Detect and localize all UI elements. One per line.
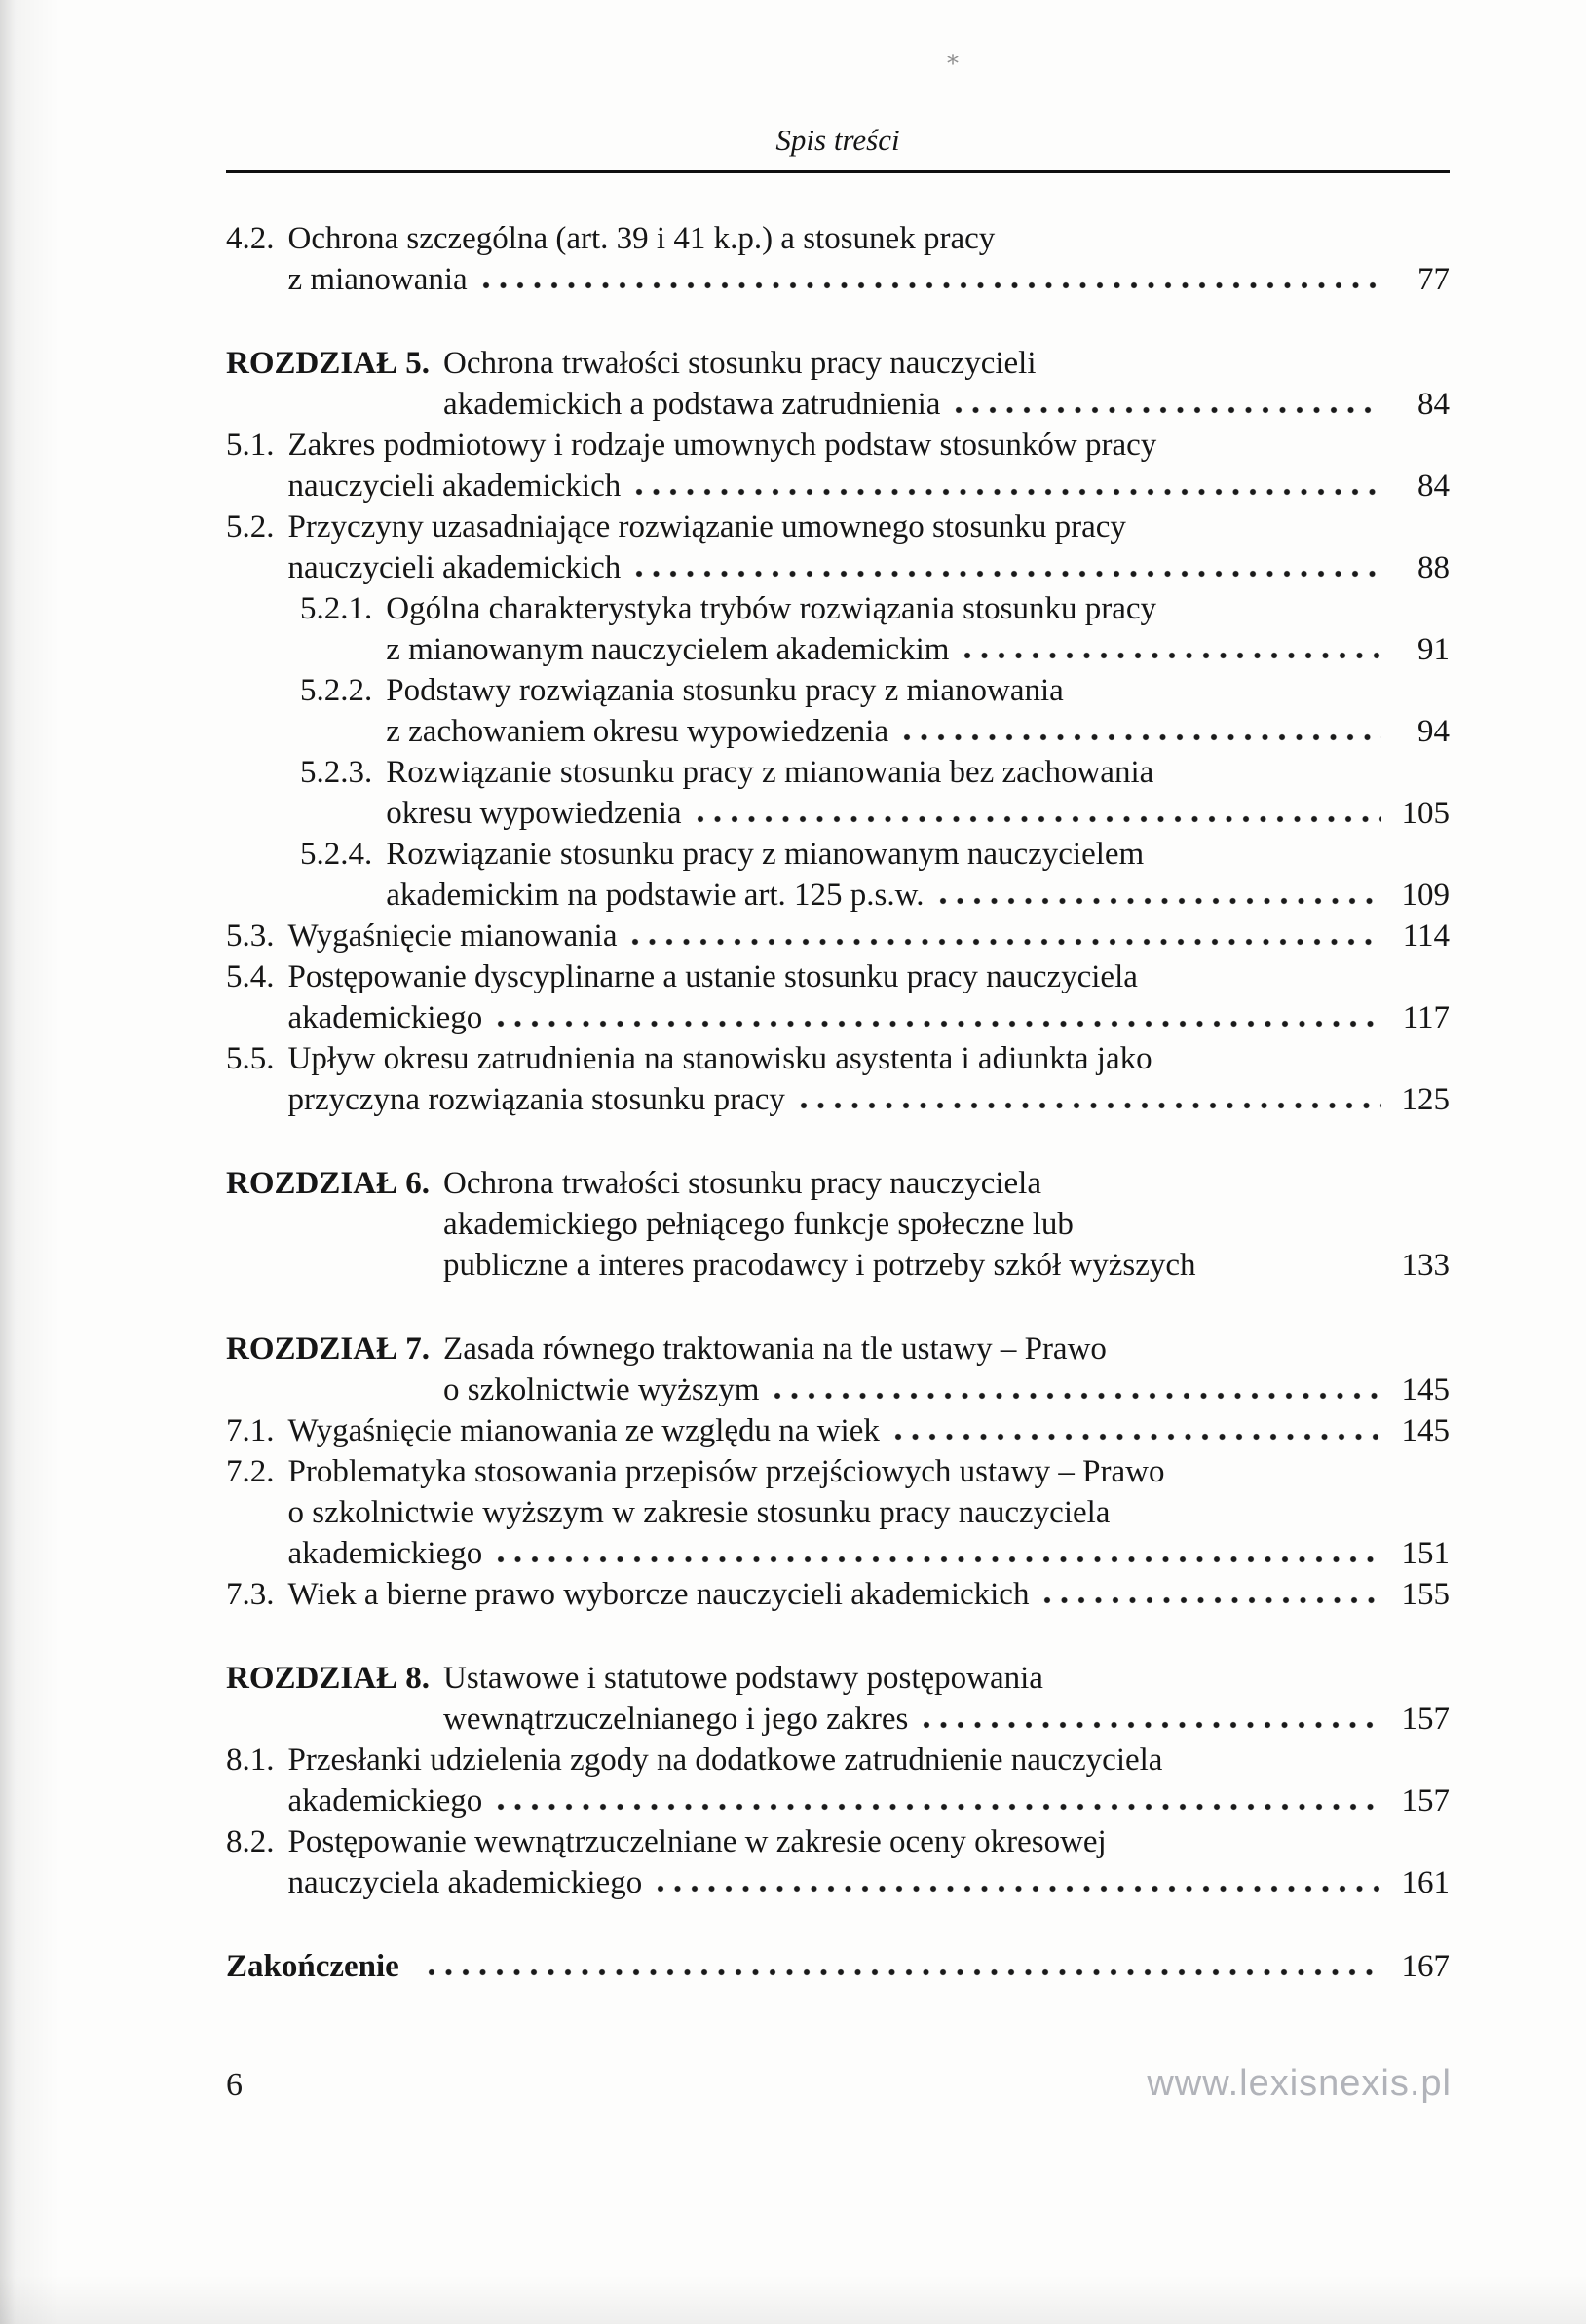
dotted-leader <box>497 1556 1381 1563</box>
toc-entry-line <box>226 1329 1450 1369</box>
toc-entry-line <box>386 793 1450 834</box>
toc-entry-number: 5.2. <box>226 509 275 544</box>
toc-list <box>226 218 1450 1987</box>
toc-entry-line <box>288 259 1451 300</box>
toc-page-number: 84 <box>1417 469 1450 504</box>
toc-entry-text: Ochrona trwałości stosunku pracy nauczycieli <box>443 346 1037 381</box>
toc-entry-number: 7.1. <box>226 1413 275 1448</box>
toc-entry-text: akademickiego pełniącego funkcje społeczne lub <box>443 1207 1074 1242</box>
dotted-leader <box>939 897 1381 905</box>
toc-page-number: 155 <box>1401 1577 1450 1612</box>
dotted-leader <box>894 1433 1381 1441</box>
dotted-leader <box>1211 1267 1382 1275</box>
toc-entry-text: Przyczyny uzasadniające rozwiązanie umownego stosunku pracy <box>287 509 1126 544</box>
toc-page-number: 151 <box>1401 1536 1450 1571</box>
toc-entry <box>226 1410 1450 1451</box>
toc-entry-number: ROZDZIAŁ 7. <box>226 1331 431 1367</box>
toc-entry-text: Wygaśnięcie mianowania ze względu na wiek <box>287 1413 880 1448</box>
toc-entry <box>226 670 1450 752</box>
page-title: Spis treści <box>775 123 900 157</box>
toc-entry-text: Rozwiązanie stosunku pracy z mianowanym nauczycielem <box>386 837 1145 872</box>
toc-entry-line <box>443 384 1450 425</box>
toc-entry-line <box>288 1533 1451 1574</box>
toc-entry-number: 4.2. <box>226 221 275 256</box>
toc-entry-line <box>226 956 1450 997</box>
toc-entry <box>226 1451 1450 1574</box>
toc-page-number: 145 <box>1401 1372 1450 1407</box>
toc-entry-text: publiczne a interes pracodawcy i potrzeby szkół wyższych <box>443 1248 1196 1283</box>
toc-entry-number: 5.2.2. <box>300 673 373 708</box>
toc-entry-text: Ustawowe i statutowe podstawy postępowania <box>443 1661 1043 1696</box>
toc-entry-text: akademickiego <box>287 1783 483 1818</box>
dotted-leader <box>657 1885 1381 1893</box>
toc-page-number: 157 <box>1401 1702 1450 1737</box>
toc-entry-line <box>226 425 1450 466</box>
toc-entry-number: 5.2.3. <box>300 755 373 790</box>
top-scan-mark: ⁎ <box>947 45 959 70</box>
toc-page-number: 114 <box>1402 918 1450 954</box>
toc-entry-text: Rozwiązanie stosunku pracy z mianowania bez zachowania <box>386 755 1154 790</box>
toc-entry-number: ROZDZIAŁ 6. <box>226 1166 431 1201</box>
toc-page-number: 109 <box>1401 878 1450 913</box>
toc-page-number: 91 <box>1417 632 1450 667</box>
toc-entry-line <box>226 1740 1450 1780</box>
toc-entry <box>226 506 1450 588</box>
toc-entry-number: 5.1. <box>226 428 275 463</box>
toc-entry <box>226 1163 1450 1286</box>
toc-entry-text: Ochrona trwałości stosunku pracy nauczyciela <box>443 1166 1041 1201</box>
dotted-leader <box>800 1102 1381 1109</box>
toc-entry-line <box>226 1821 1450 1862</box>
toc-entry-line <box>288 1079 1451 1120</box>
toc-entry-text: Przesłanki udzielenia zgody na dodatkowe zatrudnienie nauczyciela <box>287 1743 1163 1778</box>
toc-page-number: 88 <box>1417 550 1450 585</box>
toc-page-number: 133 <box>1401 1248 1450 1283</box>
toc-entry-text: Zasada równego traktowania na tle ustawy – Prawo <box>443 1331 1107 1367</box>
toc-entry-number: 5.2.1. <box>300 591 373 626</box>
toc-entry <box>226 1946 1450 1987</box>
dotted-leader <box>635 570 1381 578</box>
toc-page-number: 125 <box>1401 1082 1450 1117</box>
dotted-leader <box>774 1392 1381 1400</box>
toc-entry-line <box>226 1658 1450 1699</box>
toc-entry-text: Zakres podmiotowy i rodzaje umownych podstaw stosunków pracy <box>287 428 1157 463</box>
toc-entry-text: akademickich a podstawa zatrudnienia <box>443 387 941 422</box>
toc-entry-line <box>226 343 1450 384</box>
toc-entry-line <box>226 1574 1450 1615</box>
toc-page-number: 94 <box>1417 714 1450 749</box>
toc-entry-text: o szkolnictwie wyższym <box>443 1372 760 1407</box>
toc-page-number: 157 <box>1401 1783 1450 1818</box>
toc-entry-line <box>386 875 1450 916</box>
toc-entry-line <box>288 997 1451 1038</box>
toc-entry-text: akademickiego <box>287 1000 483 1035</box>
toc-entry-text: Ogólna charakterystyka trybów rozwiązania stosunku pracy <box>386 591 1157 626</box>
toc-page-number: 105 <box>1401 796 1450 831</box>
toc-entry <box>226 1658 1450 1740</box>
dotted-leader <box>963 652 1381 659</box>
toc-entry-text: z mianowanym nauczycielem akademickim <box>386 632 950 667</box>
toc-entry-text: o szkolnictwie wyższym w zakresie stosunku pracy nauczyciela <box>287 1495 1111 1530</box>
footer-page-number: 6 <box>226 2067 243 2103</box>
dotted-leader <box>1043 1596 1381 1604</box>
toc-entry-text: Wygaśnięcie mianowania <box>287 918 618 954</box>
dotted-leader <box>482 281 1381 289</box>
toc-entry-line <box>443 1699 1450 1740</box>
toc-page-number: 77 <box>1417 262 1450 297</box>
toc-entry-line <box>288 1862 1451 1903</box>
toc-entry-line <box>226 1163 1450 1204</box>
dotted-leader <box>955 406 1381 414</box>
toc-entry-number: ROZDZIAŁ 5. <box>226 346 431 381</box>
toc-entry-number: 7.3. <box>226 1577 275 1612</box>
toc-entry <box>226 834 1450 916</box>
toc-entry-line <box>443 1369 1450 1410</box>
toc-entry <box>226 1038 1450 1120</box>
toc-entry-line <box>226 1410 1450 1451</box>
toc-entry-text: Postępowanie wewnątrzuczelniane w zakresie oceny okresowej <box>287 1824 1107 1859</box>
toc-entry-line <box>443 1204 1450 1245</box>
toc-entry-text: okresu wypowiedzenia <box>386 796 682 831</box>
toc-entry-text: wewnątrzuczelnianego i jego zakres <box>443 1702 909 1737</box>
dotted-leader <box>635 488 1381 496</box>
toc-entry <box>226 343 1450 425</box>
toc-entry-text: akademickim na podstawie art. 125 p.s.w. <box>386 878 925 913</box>
toc-entry-text: Wiek a bierne prawo wyborcze nauczycieli akademickich <box>287 1577 1030 1612</box>
toc-entry-text: z mianowania <box>287 262 468 297</box>
dotted-leader <box>428 1968 1381 1976</box>
toc-entry-number: 5.4. <box>226 959 275 994</box>
toc-entry-line <box>288 547 1451 588</box>
toc-entry <box>226 1329 1450 1410</box>
toc-entry <box>226 956 1450 1038</box>
toc-entry-line <box>288 1492 1451 1533</box>
toc-entry-text: Ochrona szczególna (art. 39 i 41 k.p.) a stosunek pracy <box>287 221 996 256</box>
toc-entry-text: Upływ okresu zatrudnienia na stanowisku asystenta i adiunkta jako <box>287 1041 1152 1076</box>
toc-entry-line <box>443 1245 1450 1286</box>
page-content <box>226 123 1450 1987</box>
toc-entry <box>226 588 1450 670</box>
toc-entry-text: nauczyciela akademickiego <box>287 1865 643 1900</box>
dotted-leader <box>497 1803 1381 1811</box>
toc-entry-text: z zachowaniem okresu wypowiedzenia <box>386 714 889 749</box>
toc-entry-line <box>226 218 1450 259</box>
toc-entry-line <box>386 629 1450 670</box>
toc-entry-text: nauczycieli akademickich <box>287 469 622 504</box>
toc-entry-number: 7.2. <box>226 1454 275 1489</box>
toc-entry-number: 5.2.4. <box>300 837 373 872</box>
toc-entry-line <box>226 916 1450 956</box>
toc-page-number: 84 <box>1417 387 1450 422</box>
toc-entry-line <box>386 711 1450 752</box>
toc-entry-line <box>300 670 1450 711</box>
dotted-leader <box>903 733 1381 741</box>
toc-entry-number: 8.1. <box>226 1743 275 1778</box>
page-header <box>226 123 1450 173</box>
dotted-leader <box>497 1020 1381 1028</box>
dotted-leader <box>923 1721 1381 1729</box>
publisher-watermark: www.lexisnexis.pl <box>1147 2063 1452 2104</box>
toc-entry <box>226 425 1450 506</box>
toc-entry-number: ROZDZIAŁ 8. <box>226 1661 431 1696</box>
toc-entry-text: akademickiego <box>287 1536 483 1571</box>
header-rule <box>226 170 1450 173</box>
toc-page-number: 145 <box>1401 1413 1450 1448</box>
toc-entry-line <box>288 466 1451 506</box>
toc-entry <box>226 752 1450 834</box>
page-footer <box>226 2063 1452 2105</box>
toc-entry <box>226 218 1450 300</box>
toc-entry-number: 5.3. <box>226 918 275 954</box>
toc-entry-line <box>300 588 1450 629</box>
toc-page-number: 167 <box>1401 1949 1450 1984</box>
toc-entry-line <box>226 1946 1450 1987</box>
toc-entry-line <box>300 752 1450 793</box>
toc-page-number: 161 <box>1401 1865 1450 1900</box>
toc-entry <box>226 1574 1450 1615</box>
toc-entry-line <box>226 1038 1450 1079</box>
toc-entry <box>226 1821 1450 1903</box>
toc-entry-line <box>288 1780 1451 1821</box>
toc-entry <box>226 916 1450 956</box>
toc-entry-text: przyczyna rozwiązania stosunku pracy <box>287 1082 785 1117</box>
toc-entry-number: Zakończenie <box>226 1949 399 1984</box>
toc-entry-text: Problematyka stosowania przepisów przejściowych ustawy – Prawo <box>287 1454 1165 1489</box>
toc-entry-line <box>300 834 1450 875</box>
dotted-leader <box>697 815 1381 823</box>
toc-entry-number: 8.2. <box>226 1824 275 1859</box>
toc-entry-number: 5.5. <box>226 1041 275 1076</box>
toc-entry-line <box>226 1451 1450 1492</box>
toc-entry <box>226 1740 1450 1821</box>
toc-page-number: 117 <box>1402 1000 1450 1035</box>
dotted-leader <box>631 938 1381 946</box>
toc-entry-text: Podstawy rozwiązania stosunku pracy z mianowania <box>386 673 1064 708</box>
toc-entry-line <box>226 506 1450 547</box>
toc-entry-text: nauczycieli akademickich <box>287 550 622 585</box>
toc-entry-text: Postępowanie dyscyplinarne a ustanie stosunku pracy nauczyciela <box>287 959 1138 994</box>
